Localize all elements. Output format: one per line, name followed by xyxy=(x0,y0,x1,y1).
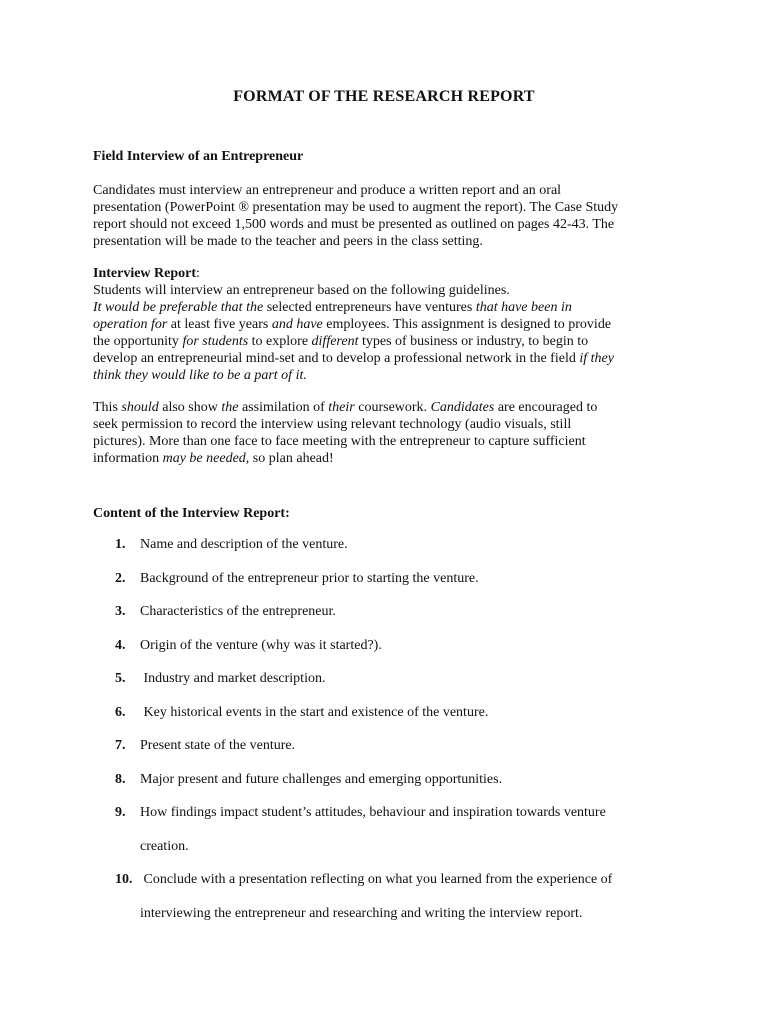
italic-text: It would be preferable that the xyxy=(93,300,264,315)
interview-report-heading: Interview Report xyxy=(93,266,197,281)
paragraph-line xyxy=(93,316,673,333)
list-item-number: 6. xyxy=(115,704,126,720)
section-heading-field-interview: Field Interview of an Entrepreneur xyxy=(93,149,304,164)
list-item-text: Conclude with a presentation reflecting on what you learned from the experience of xyxy=(140,872,613,887)
field-interview-paragraph xyxy=(93,182,673,250)
list-item xyxy=(93,670,693,687)
text: develop an entrepreneurial mind-set and to develop a professional network in the field xyxy=(93,351,580,366)
list-item-text: Background of the entrepreneur prior to starting the venture. xyxy=(140,570,479,586)
list-item-text: Present state of the venture. xyxy=(140,738,296,753)
text: selected entrepreneurs have ventures xyxy=(263,300,476,315)
paragraph-line xyxy=(93,299,673,316)
list-item xyxy=(93,536,693,553)
paragraph-line xyxy=(93,367,673,384)
italic-text: that have been in xyxy=(475,300,572,315)
italic-text: think they would like to be a part of it. xyxy=(93,368,307,383)
paragraph-line xyxy=(93,399,673,416)
list-item-number: 5. xyxy=(115,671,126,686)
list-item-text: creation. xyxy=(140,838,189,854)
text: at least five years xyxy=(167,317,272,332)
list-item-number: 1. xyxy=(115,537,126,552)
list-item-number: 9. xyxy=(115,805,126,820)
list-item-number: 7. xyxy=(115,738,126,753)
paragraph-line: report should not exceed 1,500 words and must be presented as outlined on pages 42-43. The xyxy=(93,217,615,232)
paragraph-line xyxy=(93,333,673,350)
list-item xyxy=(93,771,693,788)
italic-text: the xyxy=(221,400,239,415)
italic-text: may be needed xyxy=(162,451,246,466)
interview-report-section xyxy=(93,265,673,384)
list-item-number: 3. xyxy=(115,604,126,619)
interview-report-heading-line xyxy=(93,265,673,282)
italic-text: operation for xyxy=(93,317,168,332)
list-item-number: 4. xyxy=(115,637,126,653)
list-item-text: interviewing the entrepreneur and researching and writing the interview report. xyxy=(140,905,583,921)
assimilation-paragraph xyxy=(93,399,673,467)
text: also show xyxy=(158,400,222,415)
paragraph-line: presentation (PowerPoint ® presentation may be used to augment the report). The Case Study xyxy=(93,200,619,215)
text: are encouraged to xyxy=(494,400,598,415)
italic-text: for students xyxy=(182,334,249,349)
italic-text: Candidates xyxy=(430,400,495,415)
text: the opportunity xyxy=(93,334,183,349)
list-item-text: Industry and market description. xyxy=(140,671,326,686)
italic-text: and have xyxy=(271,317,323,332)
section-heading-content: Content of the Interview Report: xyxy=(93,506,290,521)
text: assimilation of xyxy=(238,400,329,415)
italic-text: their xyxy=(328,400,355,415)
italic-text: should xyxy=(121,400,159,415)
list-item-text: Key historical events in the start and existence of the venture. xyxy=(140,704,489,720)
page-title: FORMAT OF THE RESEARCH REPORT xyxy=(233,88,535,105)
list-item-text: Major present and future challenges and emerging opportunities. xyxy=(140,771,503,787)
list-item-text: Name and description of the venture. xyxy=(140,537,348,552)
text: to explore xyxy=(248,334,312,349)
list-item-number: 8. xyxy=(115,771,126,787)
list-item xyxy=(93,704,693,721)
text: types of business or industry, to begin to xyxy=(358,334,589,349)
list-item xyxy=(93,737,693,754)
text: This xyxy=(93,400,122,415)
paragraph-line: pictures). More than one face to face meeting with the entrepreneur to capture sufficient xyxy=(93,434,586,449)
text: , so plan ahead! xyxy=(245,451,334,466)
text: information xyxy=(93,451,163,466)
text: employees. This assignment is designed to provide xyxy=(322,317,612,332)
paragraph-line: seek permission to record the interview using relevant technology (audio visuals, still xyxy=(93,417,572,432)
list-item-text: How findings impact student’s attitudes, behaviour and inspiration towards venture xyxy=(140,805,606,820)
paragraph-line xyxy=(93,450,673,467)
list-item-number: 2. xyxy=(115,570,126,586)
list-item xyxy=(93,871,693,922)
list-item-number: 10. xyxy=(115,872,133,887)
interview-report-intro: Students will interview an entrepreneur based on the following guidelines. xyxy=(93,283,510,298)
paragraph-line: Candidates must interview an entrepreneur and produce a written report and an oral xyxy=(93,183,562,198)
paragraph-line xyxy=(93,350,673,367)
list-item xyxy=(93,570,693,587)
list-item xyxy=(93,637,693,654)
heading-colon: : xyxy=(196,266,200,281)
italic-text: different xyxy=(311,334,359,349)
list-item-text: Origin of the venture (why was it started?). xyxy=(140,637,382,653)
list-item-text: Characteristics of the entrepreneur. xyxy=(140,604,336,619)
text: coursework. xyxy=(354,400,431,415)
list-item xyxy=(93,804,693,855)
paragraph-line: presentation will be made to the teacher and peers in the class setting. xyxy=(93,234,483,249)
italic-text: if they xyxy=(579,351,614,366)
list-item xyxy=(93,603,693,620)
